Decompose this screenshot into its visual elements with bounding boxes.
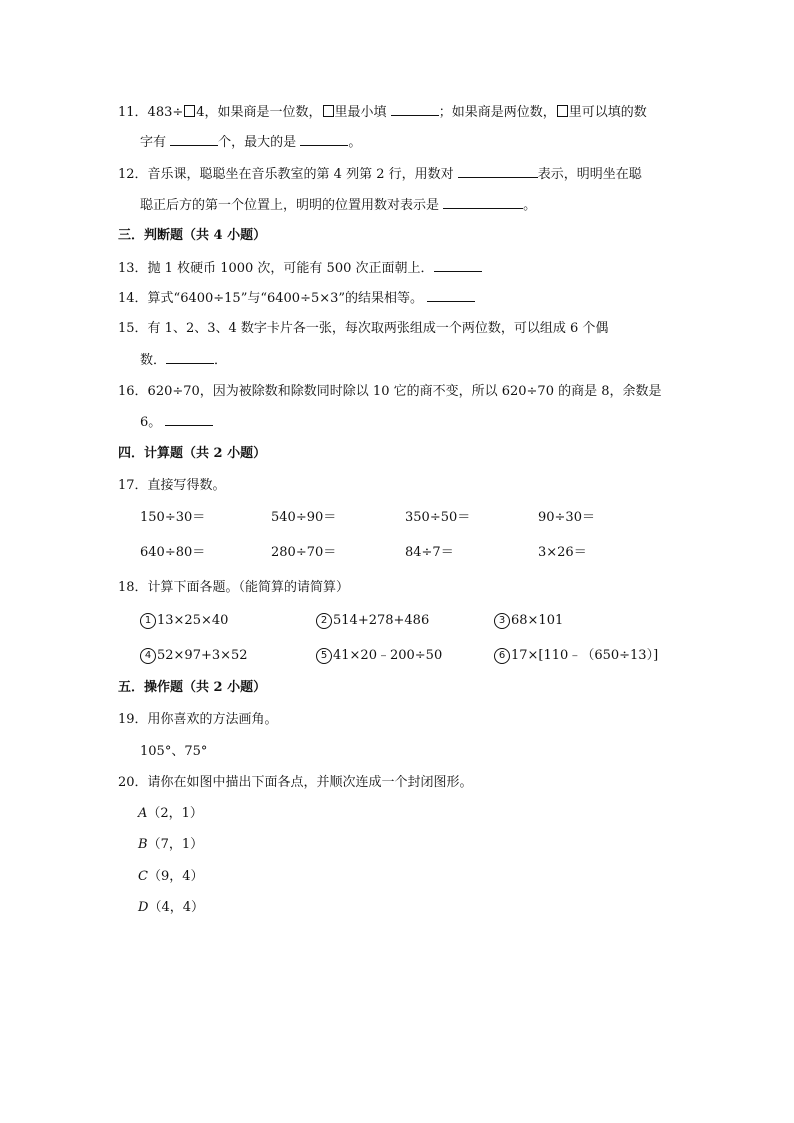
q19-angles: 105°、75° [140,744,208,759]
calc-problem: 1 13×25×40 [140,612,228,630]
calc-item: 280÷70＝ [271,545,337,560]
answer-blank[interactable] [434,259,482,272]
calc-item: 540÷90＝ [271,510,337,525]
section-title: 五．操作题（共 2 小题） [118,680,267,695]
point-a: A（2，1） [138,806,203,821]
q16-line1: 16．620÷70，因为被除数和除数同时除以 10 它的商不变，所以 620÷70 的商是 8，余数是 [118,384,662,399]
calc-problem: 6 17×[110﹣（650÷13）] [494,647,658,665]
circled-number: 1 [140,613,156,629]
q16-line2: 6。 [140,413,213,432]
answer-blank[interactable] [170,133,218,146]
q19-title: 19．用你喜欢的方法画角。 [118,712,278,727]
answer-blank[interactable] [166,351,214,364]
answer-blank[interactable] [165,413,213,426]
answer-blank[interactable] [443,196,523,209]
calc-problem: 3 68×101 [494,612,563,630]
q14: 14．算式“6400÷15”与“6400÷5×3”的结果相等。 [118,289,475,308]
answer-blank[interactable] [427,289,475,302]
q15-line2: 数． ． [140,353,228,368]
answer-blank[interactable] [391,103,439,116]
calc-item: 84÷7＝ [405,545,454,560]
answer-blank[interactable] [300,133,348,146]
calc-problem: 2 514+278+486 [316,612,429,630]
box-icon [184,105,195,117]
circled-number: 6 [494,648,510,664]
box-icon [323,105,334,117]
point-b: B（7，1） [138,837,204,852]
circled-number: 3 [494,613,510,629]
circled-number: 5 [316,648,332,664]
point-c: C（9，4） [138,869,204,884]
q17-title: 17．直接写得数。 [118,478,226,493]
section-title: 三．判断题（共 4 小题） [118,228,267,243]
calc-item: 150÷30＝ [140,510,206,525]
q18-title: 18．计算下面各题。（能简算的请简算） [118,580,350,595]
calc-problem: 5 41×20﹣200÷50 [316,647,442,665]
calc-item: 3×26＝ [538,545,587,560]
circled-number: 4 [140,648,156,664]
q13: 13．抛 1 枚硬币 1000 次，可能有 500 次正面朝上． [118,259,482,278]
q15-line1: 15．有 1、2、3、4 数字卡片各一张，每次取两张组成一个两位数，可以组成 6 个偶 [118,321,609,336]
q12-line2: 聪正后方的第一个位置上，明明的位置用数对表示是 。 [140,198,537,213]
point-d: D（4，4） [138,900,204,915]
circled-number: 2 [316,613,332,629]
section-title: 四．计算题（共 2 小题） [118,446,267,461]
q20-title: 20．请你在如图中描出下面各点，并顺次连成一个封闭图形。 [118,775,473,790]
calc-item: 640÷80＝ [140,545,206,560]
calc-item: 90÷30＝ [538,510,595,525]
q11-line1: 11．483÷ 4，如果商是一位数， 里最小填 ；如果商是两位数， 里可以填的数 [118,105,647,120]
q12-line1: 12．音乐课，聪聪坐在音乐教室的第 4 列第 2 行，用数对 表示，明明坐在聪 [118,167,642,182]
calc-item: 350÷50＝ [405,510,471,525]
q11-line2: 字有 个，最大的是 。 [140,135,362,150]
box-icon [557,105,568,117]
calc-problem: 4 52×97+3×52 [140,647,248,665]
answer-blank[interactable] [458,165,538,178]
